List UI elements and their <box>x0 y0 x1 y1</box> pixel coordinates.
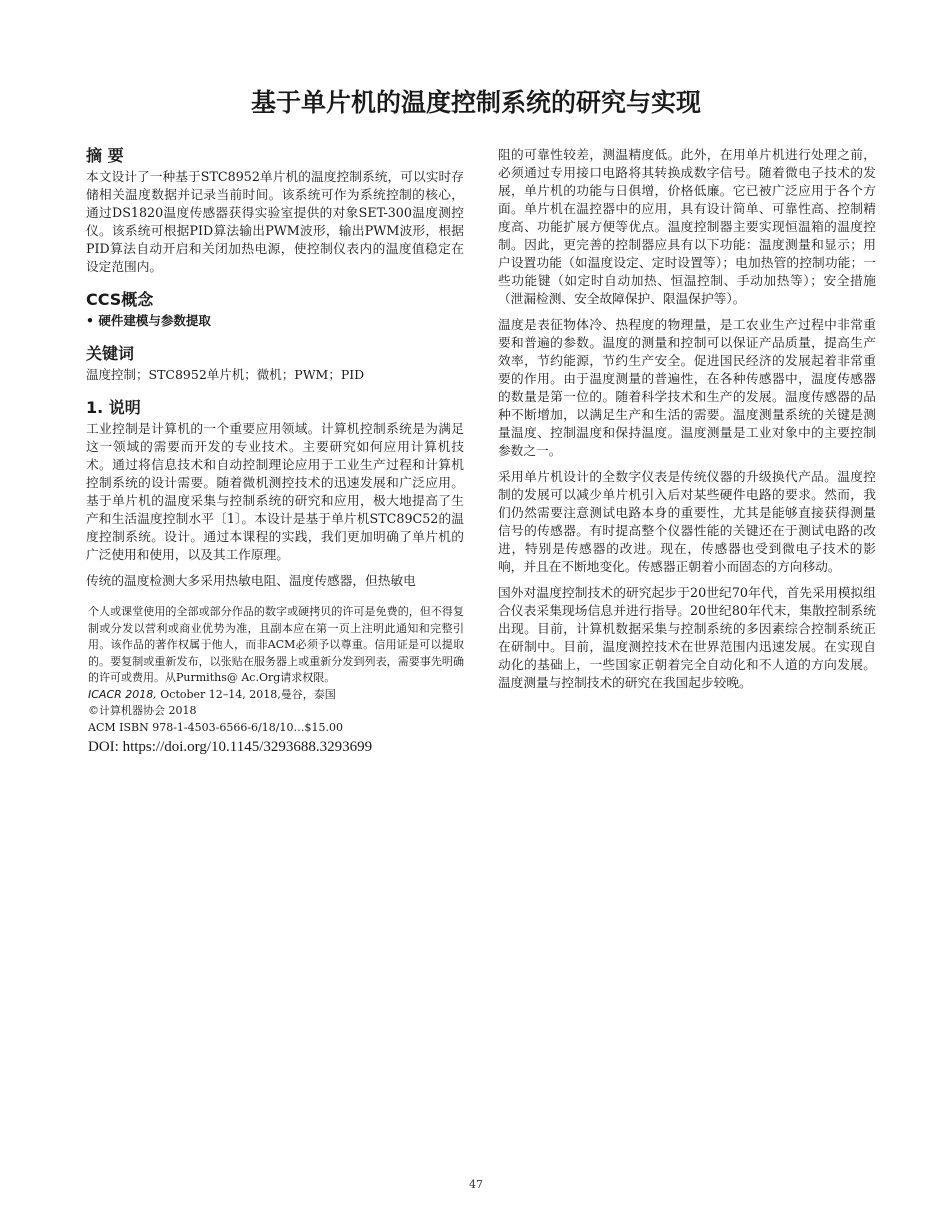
body-paragraph: 采用单片机设计的全数字仪表是传统仪器的升级换代产品。温度控制的发展可以减少单片机引入后对某些硬件电路的要求。然而，我们仍然需要注意测试电路本身的重要性，尤其是能够直接获得测量信号的传感器。有时提高整个仪器性能的关键还在于测试电路的改进，特别是传感器的改进。现在，传感器也受到微电子技术的影响，并且在不断地变化。传感器正朝着小而固态的方向移动。 <box>498 469 876 574</box>
keywords-text: 温度控制；STC8952单片机；微机；PWM；PID <box>86 367 365 382</box>
right-column <box>498 146 876 692</box>
section-1 <box>86 398 464 590</box>
isbn-line: ACM ISBN 978-1-4503-6566-6/18/10…$15.00 <box>88 720 343 734</box>
conference-line <box>88 687 464 704</box>
body-paragraph: 阻的可靠性较差，测温精度低。此外，在用单片机进行处理之前，必须通过专用接口电路将其转换成数字信号。随着微电子技术的发展，单片机的功能与日俱增，价格低廉。它已被广泛应用于各个方面。单片机在温控器中的应用，具有设计简单、可靠性高、控制精度高、功能扩展方便等优点。温度控制器主要实现恒温箱的温度控制。因此，更完善的控制器应具有以下功能：温度测量和显示；用户设置功能（如温度设定、定时设置等）；电加热管的控制功能；一些功能键（如定时自动加热、恒温控制、手动加热等）；安全措施（泄漏检测、安全故障保护、限温保护等）。 <box>498 147 876 306</box>
section-1-paragraph: 传统的温度检测大多采用热敏电阻、温度传感器，但热敏电 <box>86 573 416 588</box>
ccs-heading: CCS概念 <box>86 290 154 309</box>
keywords-heading: 关键词 <box>86 344 135 363</box>
keywords-section <box>86 344 464 384</box>
abstract-heading: 摘 要 <box>86 146 124 165</box>
section-1-paragraph: 工业控制是计算机的一个重要应用领域。计算机控制系统是为满足这一领域的需要而开发的专业技术。主要研究如何应用计算机技术。通过将信息技术和自动控制理论应用于工业生产过程和计算机控制系统的设计需要。随着微机测控技术的迅速发展和广泛应用。基于单片机的温度采集与控制系统的研究和应用，极大地提高了生产和生活温度控制水平〔1〕。本设计是基于单片机STC89C52的温度控制系统。设计。通过本课程的实践，我们更加明确了单片机的广泛使用和使用，以及其工作原理。 <box>86 421 464 562</box>
conference-details: October 12–14, 2018,曼谷，泰国 <box>156 687 336 701</box>
body-paragraph: 温度是表征物体冷、热程度的物理量，是工农业生产过程中非常重要和普遍的参数。温度的测量和控制可以保证产品质量，提高生产效率，节约能源，节约生产安全。促进国民经济的发展起着非常重要的作用。由于温度测量的普遍性，在各种传感器中，温度传感器的数量是第一位的。随着科学技术和生产的发展。温度传感器的品种不断增加，以满足生产和生活的需要。温度测量系统的关键是测量温度、控制温度和保持温度。温度测量是工业对象中的主要控制参数之一。 <box>498 317 876 458</box>
conference-name: ICACR 2018, <box>88 687 157 701</box>
page-number: 47 <box>469 1178 483 1191</box>
paper-title: 基于单片机的温度控制系统的研究与实现 <box>250 88 701 117</box>
doi-link[interactable]: DOI: https://doi.org/10.1145/3293688.3293699 <box>88 739 373 755</box>
ccs-item: • 硬件建模与参数提取 <box>86 313 211 328</box>
permission-notice: 个人或课堂使用的全部或部分作品的数字或硬拷贝的许可是免费的，但不得复制或分发以营利或商业优势为准，且副本应在第一页上注明此通知和完整引用。该作品的著作权属于他人，而非ACM必须予以尊重。信用证是可以提取的。要复制或重新发布，以张贴在服务器上或重新分发到列表，需要事先明确的许可或费用。从Purmiths@ Ac.Org请求权限。 <box>88 605 464 684</box>
copyright-block <box>86 604 464 757</box>
abstract-section <box>86 146 464 276</box>
body-paragraph: 国外对温度控制技术的研究起步于20世纪70年代，首先采用模拟组合仪表采集现场信息并进行指导。20世纪80年代末，集散控制系统出现。目前，计算机数据采集与控制系统的多因素综合控制系统正在研制中。目前，温度测控技术在世界范围内迅速发展。在实现自动化的基础上，一些国家正朝着完全自动化和不人道的方向发展。温度测量与控制技术的研究在我国起步较晚。 <box>498 585 876 690</box>
section-1-heading: 1. 说明 <box>86 398 141 417</box>
ccs-section <box>86 290 464 330</box>
copyright-line: ©计算机器协会 2018 <box>88 704 197 717</box>
left-column <box>86 146 464 757</box>
abstract-text: 本文设计了一种基于STC8952单片机的温度控制系统，可以实时存储相关温度数据并记录当前时间。该系统可作为系统控制的核心，通过DS1820温度传感器获得实验室提供的对象SET-300温度测控仪。该系统可根据PID算法输出PWM波形，输出PWM波形，根据PID算法自动开启和关闭加热电源，使控制仪表内的温度值稳定在设定范围内。 <box>86 169 464 274</box>
